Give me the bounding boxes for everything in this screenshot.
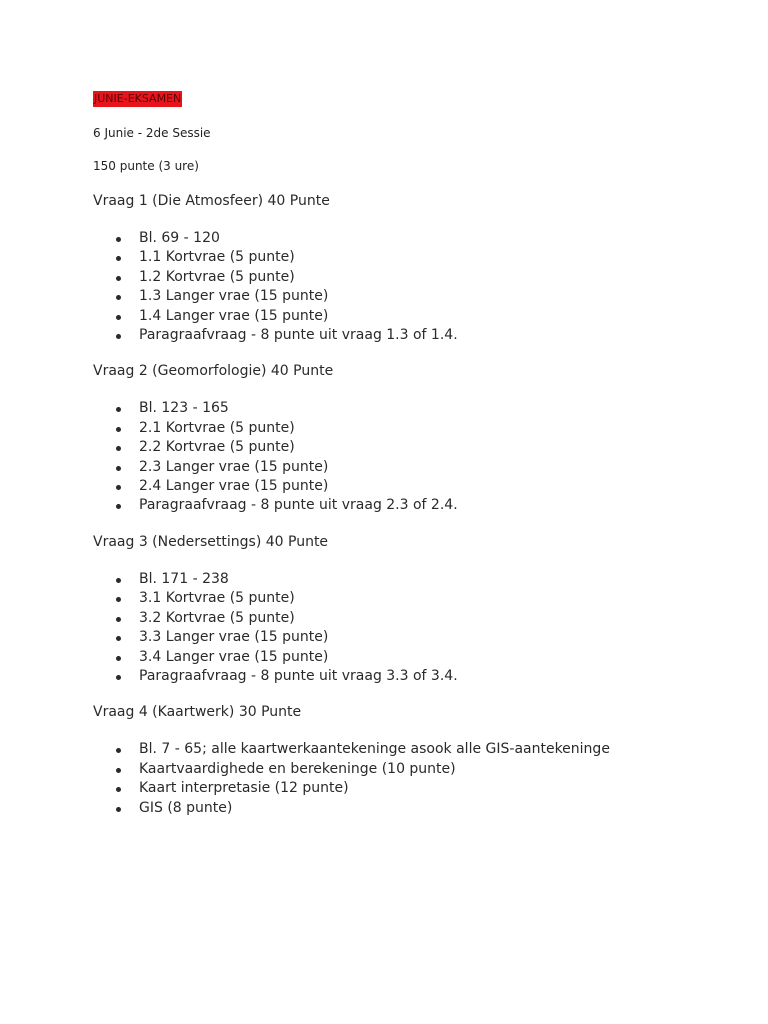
section-vraag-4 [93, 704, 733, 818]
list-item [93, 268, 733, 287]
list-item-text: 2.3 Langer vrae (15 punte) [139, 458, 329, 475]
section-heading: Vraag 2 (Geomorfologie) 40 Punte [93, 363, 334, 380]
bullet-icon [116, 446, 121, 451]
bullet-icon [116, 807, 121, 812]
bullet-icon [116, 748, 121, 753]
list-item-text: 1.4 Langer vrae (15 punte) [139, 307, 329, 324]
list-item [93, 438, 733, 457]
list-item-text: 2.1 Kortvrae (5 punte) [139, 419, 295, 436]
list-item [93, 229, 733, 248]
list-item-text: 3.4 Langer vrae (15 punte) [139, 648, 329, 665]
list-item [93, 248, 733, 267]
bullet-icon [116, 237, 121, 242]
bullet-icon [116, 485, 121, 490]
list-item-text: Bl. 69 - 120 [139, 230, 220, 246]
bullet-icon [116, 597, 121, 602]
section-item-list [93, 229, 733, 345]
list-item [93, 399, 733, 418]
list-item [93, 477, 733, 496]
total-marks-line: 150 punte (3 ure) [93, 159, 199, 173]
bullet-icon [116, 768, 121, 773]
list-item-text: 3.2 Kortvrae (5 punte) [139, 609, 295, 626]
bullet-icon [116, 315, 121, 320]
list-item-text: 1.2 Kortvrae (5 punte) [139, 268, 295, 285]
section-item-list [93, 399, 733, 515]
section-item-list [93, 570, 733, 686]
list-item [93, 458, 733, 477]
list-item [93, 628, 733, 647]
bullet-icon [116, 578, 121, 583]
bullet-icon [116, 787, 121, 792]
list-item-text: 3.1 Kortvrae (5 punte) [139, 590, 295, 607]
list-item [93, 667, 733, 686]
section-vraag-2 [93, 363, 733, 515]
session-line: 6 Junie - 2de Sessie [93, 126, 211, 140]
list-item [93, 799, 733, 818]
list-item [93, 648, 733, 667]
list-item-text: Bl. 7 - 65; alle kaartwerkaantekeninge asook alle GIS-aantekeninge [139, 741, 610, 758]
list-item-text: 2.4 Langer vrae (15 punte) [139, 478, 329, 495]
list-item-text: Paragraafvraag - 8 punte uit vraag 3.3 of 3.4. [139, 667, 458, 684]
document-title: JUNIE-EKSAMEN [94, 92, 182, 105]
bullet-icon [116, 656, 121, 661]
section-heading: Vraag 1 (Die Atmosfeer) 40 Punte [93, 193, 330, 209]
bullet-icon [116, 466, 121, 471]
list-item-text: 3.3 Langer vrae (15 punte) [139, 629, 329, 646]
bullet-icon [116, 427, 121, 432]
list-item [93, 287, 733, 306]
bullet-icon [116, 675, 121, 680]
document-page [93, 87, 733, 818]
list-item-text: 1.1 Kortvrae (5 punte) [139, 249, 295, 266]
list-item [93, 570, 733, 589]
list-item [93, 760, 733, 779]
list-item-text: Paragraafvraag - 8 punte uit vraag 1.3 of 1.4. [139, 327, 458, 344]
bullet-icon [116, 504, 121, 509]
bullet-icon [116, 256, 121, 261]
section-heading: Vraag 4 (Kaartwerk) 30 Punte [93, 704, 302, 721]
section-vraag-3 [93, 534, 733, 686]
list-item-text: 2.2 Kortvrae (5 punte) [139, 439, 295, 456]
bullet-icon [116, 617, 121, 622]
list-item-text: Bl. 171 - 238 [139, 570, 229, 587]
section-item-list [93, 740, 733, 818]
bullet-icon [116, 276, 121, 281]
list-item [93, 307, 733, 326]
list-item-text: Kaartvaardighede en berekeninge (10 punte) [139, 760, 456, 777]
list-item [93, 589, 733, 608]
list-item [93, 779, 733, 798]
list-item [93, 419, 733, 438]
bullet-icon [116, 295, 121, 300]
list-item-text: GIS (8 punte) [139, 799, 233, 816]
list-item-text: Kaart interpretasie (12 punte) [139, 780, 349, 797]
bullet-icon [116, 407, 121, 412]
list-item-text: Bl. 123 - 165 [139, 400, 229, 417]
bullet-icon [116, 636, 121, 641]
list-item-text: Paragraafvraag - 8 punte uit vraag 2.3 of 2.4. [139, 497, 458, 514]
section-vraag-1 [93, 193, 733, 345]
section-heading: Vraag 3 (Nedersettings) 40 Punte [93, 533, 329, 550]
list-item [93, 740, 733, 759]
list-item [93, 496, 733, 515]
list-item-text: 1.3 Langer vrae (15 punte) [139, 288, 329, 305]
list-item [93, 326, 733, 345]
bullet-icon [116, 334, 121, 339]
list-item [93, 609, 733, 628]
